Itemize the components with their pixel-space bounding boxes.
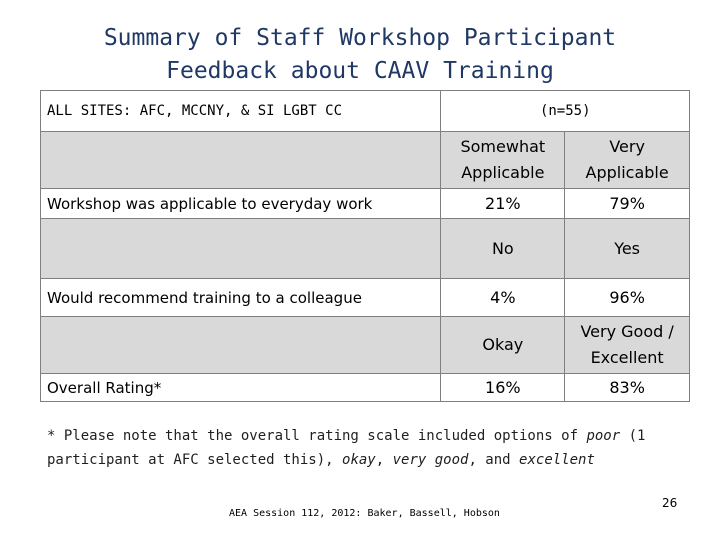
table-header-row	[41, 91, 690, 132]
table-row	[41, 279, 690, 317]
option-somewhat-applicable: Somewhat Applicable	[441, 132, 565, 189]
sample-size-label: (n=55)	[441, 91, 690, 132]
slide-title	[0, 22, 720, 88]
table-row	[41, 374, 690, 402]
row-label-overall-rating: Overall Rating*	[41, 374, 441, 402]
option-very-good-excellent: Very Good / Excellent	[565, 317, 690, 374]
page-number: 26	[662, 496, 678, 510]
title-line-2: Feedback about CAAV Training	[166, 58, 554, 84]
options-row-applicable	[41, 132, 690, 189]
options-row-blank	[41, 317, 441, 374]
footnote-option-very-good: very good	[392, 452, 469, 468]
option-no: No	[441, 219, 565, 279]
row-label-recommend: Would recommend training to a colleague	[41, 279, 441, 317]
option-very-applicable: Very Applicable	[565, 132, 690, 189]
summary-table	[40, 90, 690, 402]
footnote-text: * Please note that the overall rating scale included options of	[47, 428, 587, 444]
value-somewhat-applicable: 21%	[441, 189, 565, 219]
options-row-rating	[41, 317, 690, 374]
option-yes: Yes	[565, 219, 690, 279]
options-row-blank	[41, 219, 441, 279]
footnote-option-okay: okay	[342, 452, 376, 468]
options-row-recommend	[41, 219, 690, 279]
value-okay: 16%	[441, 374, 565, 402]
footnote-text: (1 participant at AFC selected this),	[47, 428, 646, 468]
value-no: 4%	[441, 279, 565, 317]
options-row-blank	[41, 132, 441, 189]
footnote-option-excellent: excellent	[519, 452, 595, 468]
table-row	[41, 189, 690, 219]
option-okay: Okay	[441, 317, 565, 374]
source-citation: AEA Session 112, 2012: Baker, Bassell, Hobson	[229, 508, 500, 519]
value-yes: 96%	[565, 279, 690, 317]
footnote-option-poor: poor	[586, 428, 621, 444]
row-label-applicable: Workshop was applicable to everyday work	[41, 189, 441, 219]
value-very-applicable: 79%	[565, 189, 690, 219]
value-very-good-excellent: 83%	[565, 374, 690, 402]
sites-label: ALL SITES: AFC, MCCNY, & SI LGBT CC	[41, 91, 441, 132]
title-line-1: Summary of Staff Workshop Participant	[103, 25, 617, 51]
footnote	[47, 424, 687, 472]
footnote-separator: ,	[375, 452, 393, 468]
footnote-separator: , and	[468, 452, 520, 468]
